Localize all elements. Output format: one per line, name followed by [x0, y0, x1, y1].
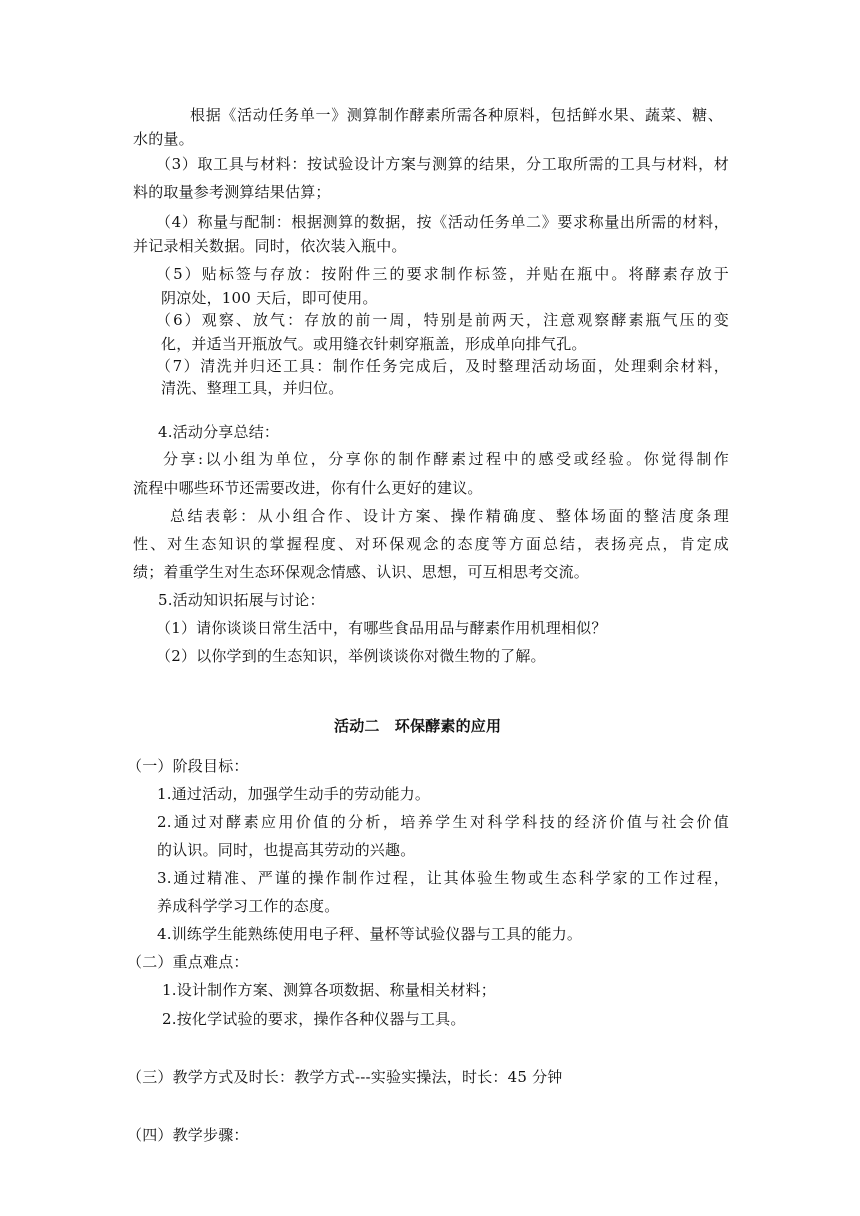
text-line: 总结表彰：从小组合作、设计方案、操作精确度、整体场面的整洁度条理	[170, 507, 729, 525]
section-label: （一）阶段目标：	[127, 757, 249, 775]
text-line: （3）取工具与材料：按试验设计方案与测算的结果，分工取所需的工具与材料，材	[156, 155, 729, 173]
text-line: 化，并适当开瓶放气。或用缝衣针刺穿瓶盖，形成单向排气孔。	[161, 335, 587, 353]
text-line: 1.设计制作方案、测算各项数据、称量相关材料；	[162, 981, 496, 999]
text-line: 绩；着重学生对生态环保观念情感、认识、思想，可互相思考交流。	[133, 563, 590, 581]
text-line: 2.按化学试验的要求，操作各种仪器与工具。	[162, 1010, 466, 1028]
text-line: 分享:以小组为单位，分享你的制作酵素过程中的感受或经验。你觉得制作	[163, 450, 729, 468]
text-line: 1.通过活动，加强学生动手的劳动能力。	[157, 785, 431, 803]
section-label: （四）教学步骤：	[127, 1126, 249, 1144]
text-line: 养成科学学习工作的态度。	[157, 897, 340, 915]
text-line: 4.训练学生能熟练使用电子秤、量杯等试验仪器与工具的能力。	[157, 925, 583, 943]
text-line: 料的取量参考测算结果估算；	[133, 183, 331, 201]
section-label: 4.活动分享总结：	[158, 423, 280, 441]
text-line: 根据《活动任务单一》测算制作酵素所需各种原料，包括鲜水果、蔬菜、糖、	[190, 106, 723, 124]
text-line: （7）清洗并归还工具：制作任务完成后，及时整理活动场面，处理剩余材料，	[156, 357, 729, 375]
activity-heading: 活动二 环保酵素的应用	[334, 717, 502, 735]
text-line: 性、对生态知识的掌握程度、对环保观念的态度等方面总结，表扬亮点，肯定成	[133, 535, 729, 553]
section-label: 5.活动知识拓展与讨论：	[158, 591, 325, 609]
text-line: 2.通过对酵素应用价值的分析，培养学生对科学科技的经济价值与社会价值	[157, 813, 729, 831]
text-line: 水的量。	[133, 130, 194, 148]
text-line: （1）请你谈谈日常生活中，有哪些食品用品与酵素作用机理相似？	[156, 619, 607, 637]
section-label: （二）重点难点：	[127, 953, 249, 971]
text-line: （2）以你学到的生态知识，举例谈谈你对微生物的了解。	[156, 647, 546, 665]
text-line: （6）观察、放气：存放的前一周，特别是前两天，注意观察酵素瓶气压的变	[156, 311, 729, 329]
text-line: 3.通过精准、严谨的操作制作过程，让其体验生物或生态科学家的工作过程，	[157, 869, 729, 887]
section-label: （三）教学方式及时长：教学方式---实验实操法，时长：45 分钟	[127, 1068, 563, 1086]
text-line: 的认识。同时，也提高其劳动的兴趣。	[157, 841, 416, 859]
text-line: 清洗、整理工具，并归位。	[161, 379, 344, 397]
text-line: 并记录相关数据。同时，依次装入瓶中。	[133, 237, 407, 255]
text-line: （5）贴标签与存放：按附件三的要求制作标签，并贴在瓶中。将酵素存放于	[156, 265, 729, 283]
text-line: （4）称量与配制：根据测算的数据，按《活动任务单二》要求称量出所需的材料，	[156, 213, 729, 231]
text-line: 阴凉处，100 天后，即可使用。	[161, 289, 378, 307]
text-line: 流程中哪些环节还需要改进，你有什么更好的建议。	[133, 479, 483, 497]
